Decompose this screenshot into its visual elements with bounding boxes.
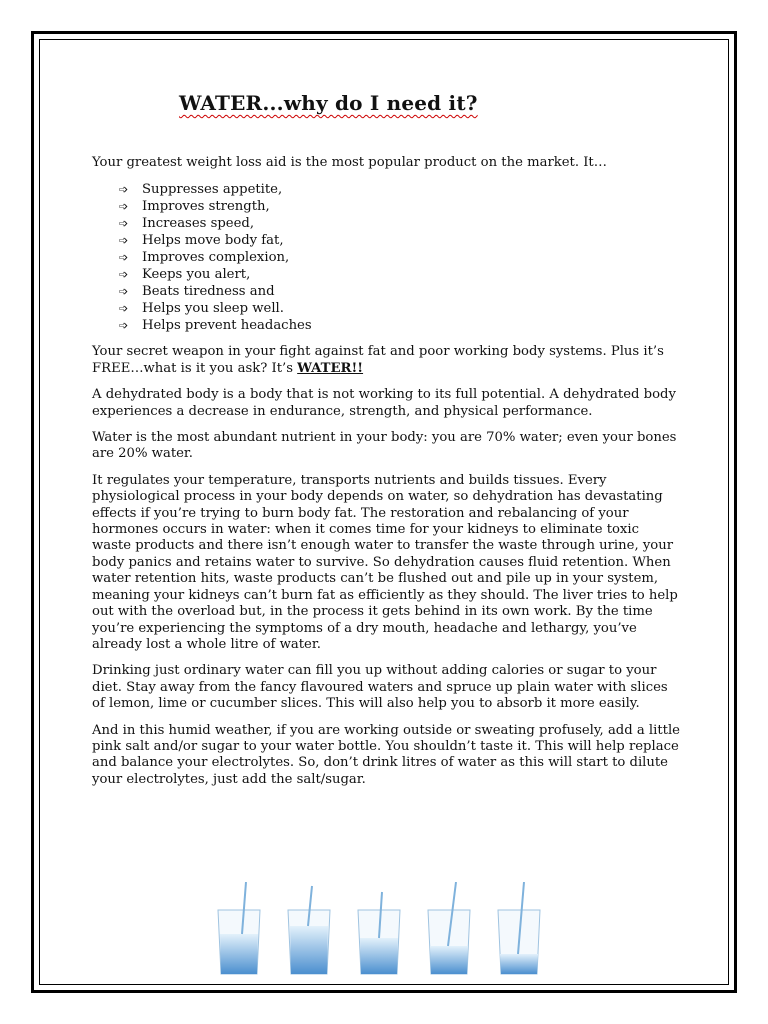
- list-item: ➩ Beats tiredness and: [119, 283, 275, 299]
- glass-1: [218, 882, 260, 974]
- list-item: ➩ Increases speed,: [119, 215, 255, 231]
- arrow-right-icon: ➩: [119, 302, 129, 316]
- list-item: ➩ Improves strength,: [119, 198, 270, 214]
- intro-paragraph: Your greatest weight loss aid is the most popular product on the market. It…: [92, 155, 607, 170]
- arrow-right-icon: ➩: [119, 268, 129, 282]
- arrow-right-icon: ➩: [119, 183, 129, 197]
- list-item: ➩ Helps prevent headaches: [119, 317, 312, 333]
- arrow-right-icon: ➩: [119, 319, 129, 333]
- water-glasses-image: [212, 882, 572, 982]
- list-item: ➩ Improves complexion,: [119, 249, 290, 265]
- glass-4: [428, 882, 470, 974]
- arrow-right-icon: ➩: [119, 217, 129, 231]
- glass-5: [498, 882, 540, 974]
- arrow-right-icon: ➩: [119, 200, 129, 214]
- arrow-right-icon: ➩: [119, 251, 129, 265]
- glass-3: [358, 892, 400, 974]
- glass-2: [288, 886, 330, 974]
- list-item: ➩ Helps move body fat,: [119, 232, 284, 248]
- dehydrated-paragraph: A dehydrated body is a body that is not working to its full potential. A dehydrated body experiences a decrease in endurance, strength, and physical performance.: [92, 387, 676, 419]
- humid-weather-paragraph: And in this humid weather, if you are working outside or sweating profusely, add a little pink salt and/or sugar to your water bottle. You shouldn’t taste it. This will help replace and balance your electrolytes. So, don’t drink litres of water as this will start to dilute your electrolytes, just add the salt/sugar.: [92, 722, 680, 787]
- list-item: ➩ Helps you sleep well.: [119, 300, 284, 316]
- list-item: ➩ Suppresses appetite,: [119, 181, 283, 197]
- benefits-list: [119, 181, 682, 334]
- page-title: WATER...why do I need it?: [179, 91, 478, 115]
- water-emphasis: WATER!!: [297, 360, 364, 376]
- abundant-nutrient-paragraph: Water is the most abundant nutrient in your body: you are 70% water; even your bones are 20% water.: [92, 430, 677, 462]
- arrow-right-icon: ➩: [119, 234, 129, 248]
- drinking-paragraph: Drinking just ordinary water can fill you up without adding calories or sugar to your diet. Stay away from the fancy flavoured waters and spruce up plain water with slices of lemon, lime or cucumber slices. This will also help you to absorb it more easily.: [92, 663, 668, 712]
- regulates-paragraph: It regulates your temperature, transports nutrients and builds tissues. Every physiological process in your body depends on water, so dehydration has devastating effects if you’re trying to burn body fat. The restoration and rebalancing of your hormones occurs in water: when it comes time for your kidneys to eliminate toxic waste products and there isn’t enough water to transfer the waste through urine, your body panics and retains water to survive. So dehydration causes fluid retention. When water retention hits, waste products can’t be flushed out and pile up in your system, meaning your kidneys can’t burn fat as efficiently as they should. The liver tries to help out with the overload but, in the process it gets behind in its own work. By the time you’re experiencing the symptoms of a dry mouth, headache and lethargy, you’ve already lost a whole litre of water.: [92, 472, 678, 652]
- list-item: ➩ Keeps you alert,: [119, 266, 251, 282]
- arrow-right-icon: ➩: [119, 285, 129, 299]
- article-body: [92, 90, 682, 798]
- secret-weapon-paragraph: Your secret weapon in your fight against fat and poor working body systems. Plus it’s FREE…what is it you ask? It’s WATER!!: [92, 344, 664, 376]
